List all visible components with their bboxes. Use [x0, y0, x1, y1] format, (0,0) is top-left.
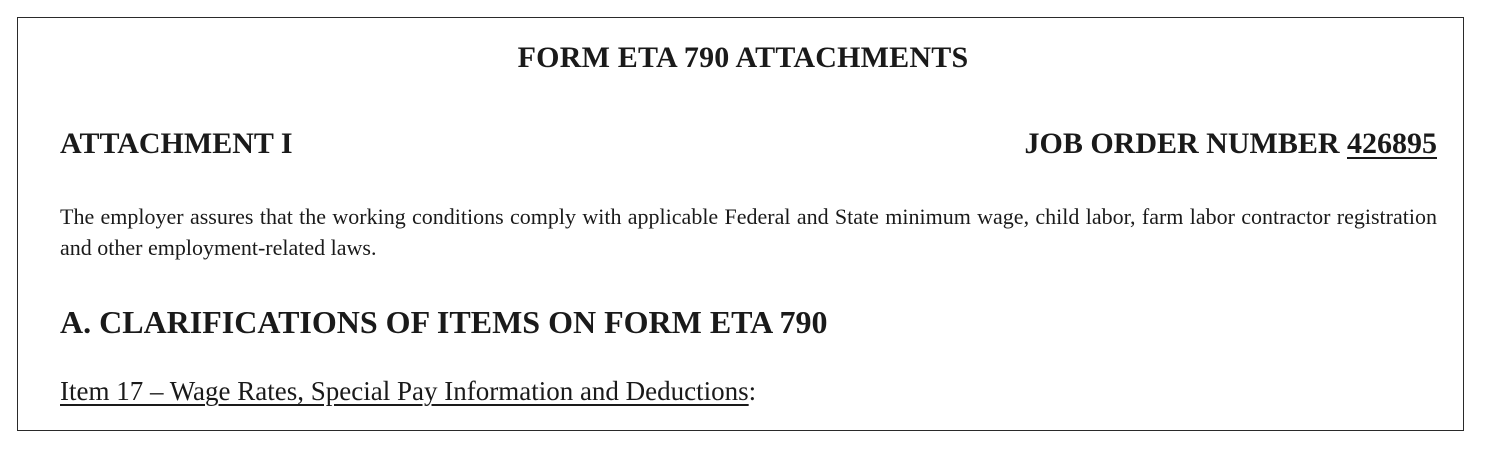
job-order-number-line — [1024, 127, 1437, 161]
job-order-label: JOB ORDER NUMBER — [1024, 127, 1340, 160]
section-heading: A. CLARIFICATIONS OF ITEMS ON FORM ETA 790 — [60, 304, 828, 340]
attachment-label: ATTACHMENT I — [60, 127, 293, 160]
job-order-number: 426895 — [1347, 127, 1437, 160]
item-heading: Item 17 – Wage Rates, Special Pay Information and Deductions — [60, 376, 749, 406]
item-heading-line — [60, 376, 756, 407]
form-title: FORM ETA 790 ATTACHMENTS — [517, 41, 969, 74]
assurance-paragraph: The employer assures that the working conditions comply with applicable Federal and State minimum wage, child labor, farm labor contractor registration and other employment-related laws. — [60, 204, 1437, 260]
item-heading-colon: : — [748, 376, 757, 406]
